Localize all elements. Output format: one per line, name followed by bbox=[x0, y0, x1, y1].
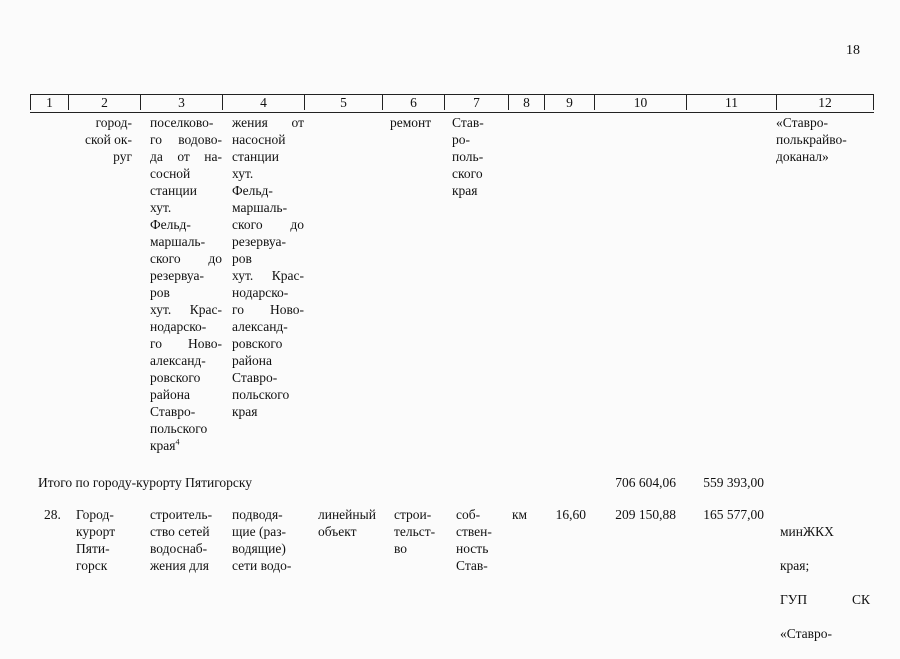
header-col-2: 2 bbox=[68, 95, 140, 110]
row28-col9: 16,60 bbox=[555, 507, 586, 522]
row28-col12-line1: минЖКХ bbox=[780, 524, 834, 539]
row28-col12 bbox=[780, 506, 870, 659]
header-col-12: 12 bbox=[776, 95, 874, 110]
row28-col12-line4: «Ставро- bbox=[780, 626, 833, 641]
row28-col12-line3: ГУП СК bbox=[780, 592, 870, 607]
row28-col8: км bbox=[512, 507, 528, 522]
header-col-7: 7 bbox=[444, 95, 508, 110]
header-col-3: 3 bbox=[140, 95, 222, 110]
total-label: Итого по городу-курорту Пятигорску bbox=[38, 475, 253, 490]
cont-col7: Став- ро- поль- ского края bbox=[452, 115, 484, 198]
footnote-marker: 4 bbox=[175, 437, 180, 447]
total-col11: 559 393,00 bbox=[703, 475, 764, 490]
row28-col10: 209 150,88 bbox=[615, 507, 676, 522]
row28-col11: 165 577,00 bbox=[703, 507, 764, 522]
row28-col4: подводя- щие (раз- водящие) сети водо- bbox=[232, 507, 292, 573]
header-col-9: 9 bbox=[544, 95, 594, 110]
total-col10: 706 604,06 bbox=[615, 475, 676, 490]
header-col-5: 5 bbox=[304, 95, 382, 110]
row28-col6: строи- тельст- во bbox=[394, 507, 436, 556]
cont-col4: жения от насосной станции хут. Фельд- маршаль- ского до резервуа- ров хут. Крас- нодарско- го Ново- александ- ровского района Ставро- польского края bbox=[232, 115, 304, 419]
row28-col7: соб- ствен- ность Став- bbox=[456, 507, 492, 573]
header-col-10: 10 bbox=[594, 95, 686, 110]
cont-col2: город- ской ок- руг bbox=[84, 115, 132, 164]
row28-number: 28. bbox=[44, 507, 61, 522]
cont-col6: ремонт bbox=[390, 115, 432, 130]
row28-col3: строитель- ство сетей водоснаб- жения для bbox=[150, 507, 213, 573]
header-col-6: 6 bbox=[382, 95, 444, 110]
header-col-11: 11 bbox=[686, 95, 776, 110]
cont-col12: «Ставро- полькрайво- доканал» bbox=[776, 115, 847, 164]
cont-col3: поселково- го водово- да от на- сосной станции хут. Фельд- маршаль- ского до резервуа- ров хут. Крас- нодарско- го Ново- александ- ровского района Ставро- польского края$^4$ bbox=[150, 115, 222, 453]
header-col-8: 8 bbox=[508, 95, 544, 110]
row28-col5: линейный объект bbox=[318, 507, 376, 539]
row28-col12-line2: края; bbox=[780, 558, 810, 573]
table-header-row bbox=[30, 94, 874, 113]
header-col-1: 1 bbox=[30, 95, 68, 110]
row28-col2: Город- курорт Пяти- горск bbox=[76, 507, 116, 573]
page-number: 18 bbox=[846, 43, 860, 58]
header-col-4: 4 bbox=[222, 95, 304, 110]
